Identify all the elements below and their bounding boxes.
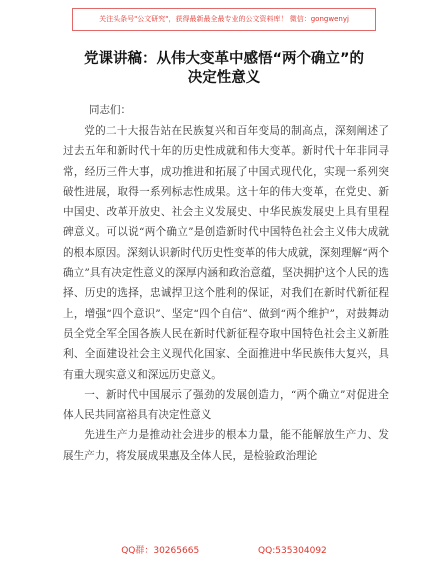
title-line-1: 党课讲稿：从伟大变革中感悟“两个确立”的 [83,51,365,67]
section-heading-1: 一、新时代中国展示了强劲的发展创造力，“两个确立”对促进全体人民共同富裕具有决定性意义 [63,388,389,422]
salutation: 同志们： [89,104,131,116]
document-body [63,121,389,466]
paragraph-section-1: 先进生产力是推动社会进步的根本力量，能不能解放生产力、发展生产力，将发展成果惠及全体人民，是检验政治理论 [63,429,389,462]
paragraph-intro: 党的二十大报告站在民族复兴和百年变局的制高点，深刻阐述了过去五年和新时代十年的历史性成就和伟大变革。新时代十年非同寻常，经历三件大事，成功推进和拓展了中国式现代化，实现一系列突破性进展，取得一系列标志性成果。这十年的伟大变革，在党史、新中国史、改革开放史、社会主义发展史、中华民族发展史上具有里程碑意义。可以说“两个确立”是创造新时代中国特色社会主义伟大成就的根本原因。深刻认识新时代历史性变革的伟大成就，深刻理解“两个确立”具有决定性意义的深厚内涵和政治意蕴，坚决拥护这个人民的选择、历史的选择，忠诚捍卫这个胜利的保证，对我们在新时代新征程上，增强“四个意识”、坚定“四个自信”、做到“两个维护”，对鼓舞动员全党全军全国各族人民在新时代新征程夺取中国特色社会主义新胜利、全面建设社会主义现代化国家、全面推进中华民族伟大复兴，具有重大现实意义和深远历史意义。 [63,125,389,381]
promo-banner [72,8,376,31]
contact-footer [0,543,448,556]
promo-banner-text: 关注头条号"公文研究"，获得最新最全最专业的公文资料库！ 微信：gongwenyj [99,15,349,23]
qq-group-number: QQ群：30265665 [121,546,200,556]
qq-number: QQ:535304092 [258,546,327,556]
title-line-2: 决定性意义 [187,70,261,86]
document-title [40,50,408,88]
